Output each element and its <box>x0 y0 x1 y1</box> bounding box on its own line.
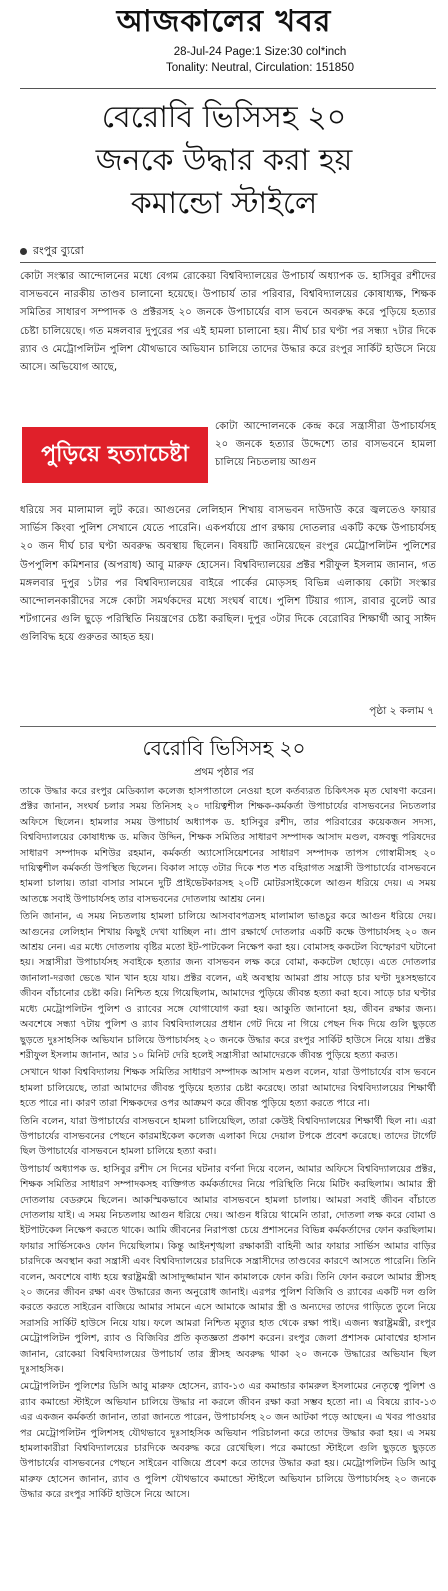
divider <box>20 726 436 727</box>
continued-on: পৃষ্ঠা ২ কলাম ৭ <box>369 705 434 717</box>
article-body-bottom: ধরিয়ে সব মালামাল লুট করে। আগুনের লেলিহান শিখায় বাসভবন দাউদাউ করে জ্বলতেও ফায়ার সার্ভিস কিংবা পুলিশ সেখানে যেতে পারেনি। একপর্যায়ে প্রাণ রক্ষায় দোতলার একটি কক্ষে উপাচার্যসহ ২০ জন দীর্ঘ চার ঘণ্টা অবরুদ্ধ অবস্থায় ছিলেন। বিষয়টি জানিয়েছেন রংপুর মেট্রোপলিটন পুলিশের উপপুলিশ কমিশনার (অপরাধ) আবু মারুফ হোসেন। বিশ্ববিদ্যালয়ের প্রক্টর শরীফুল ইসলাম জানান, গত মঙ্গলবার দুপুর ১টার পর বিশ্ববিদ্যালয়ের বাইরে পার্কের মোড়সহ বিভিন্ন এলাকায় কোটা সংস্কার আন্দোলনকারীদের সঙ্গে কোটা সমর্থকদের মধ্যে সংঘর্ষ বাধে। পুলিশ টিয়ার গ্যাস, রাবার বুলেট আর শটগানের গুলি ছুড়ে পরিস্থিতি নিয়ন্ত্রণের চেষ্টা করছিল। দুপুর ৩টার দিকে বেরোবির শিক্ষার্থী আবু সাঈদ গুলিবিদ্ধ হয়ে গুরুতর আহত হয়। <box>20 505 436 644</box>
pull-quote: পুড়িয়ে হত্যাচেষ্টা <box>22 427 208 483</box>
masthead <box>0 4 448 40</box>
continuation-body <box>20 784 436 1505</box>
headline-line-1: বেরোবি ভিসিসহ ২০ <box>101 100 347 135</box>
continuation-note: প্রথম পৃষ্ঠার পর <box>194 767 254 778</box>
headline <box>4 96 444 225</box>
headline-line-3: কমান্ডো স্টাইলে <box>130 186 318 221</box>
paragraph: তাকে উদ্ধার করে রংপুর মেডিক্যাল কলেজ হাসপাতালে নেওয়া হলে কর্তব্যরত চিকিৎসক মৃত ঘোষণা করেন। প্রক্টর জানান, সংঘর্ষ চলার সময় তিনিসহ ২০ দায়িত্বশীল শিক্ষক-কর্মকর্তা উপাচার্যের বাসভবনের নিচতলার অফিসে ছিলেন। হামলার সময় উপাচার্য অধ্যাপক ড. হাসিবুর রশীদ, তার পরিবারের কয়েকজন সদস্য, বিশ্ববিদ্যালয়ের কোষাধ্যক্ষ ড. মজিব উদ্দিন, শিক্ষক সমিতির সাধারণ সম্পাদক আসাদ মণ্ডল, বঙ্গবন্ধু পরিষদের সাধারণ সম্পাদক মশিউর রহমান, কর্মকর্তা অ্যাসোসিয়েশনের সাধারণ সম্পাদক তাপস গোস্বামীসহ ২০ দায়িত্বশীল কর্মকর্তা উপস্থিত ছিলেন। বিকাল সাড়ে ৩টার দিকে শত শত বহিরাগত সন্ত্রাসী উপাচার্যের বাসভবনে হামলা চালায়। তারা বাসার সামনে দুটি প্রাইভেটকারসহ ২০টি মোটরসাইকেলে আগুন ধরিয়ে দেয়। এ সময় আতঙ্কে সবাই উপাচার্যসহ তার বাসভবনের দোতলায় আশ্রয় নেন। <box>20 786 436 905</box>
paragraph: তিনি জানান, এ সময় নিচতলায় হামলা চালিয়ে আসবাবপত্রসহ মালামাল ভাঙচুর করে আগুন ধরিয়ে দেয়। আগুনের লেলিহান শিখায় কিছুই দেখা যাচ্ছিল না। প্রাণ রক্ষার্থে দোতলার একটি কক্ষে উপাচার্যসহ ২০ জন আশ্রয় নেন। এর মধ্যে দোতলায় বৃষ্টির মতো ইট-পাটকেল নিক্ষেপ করা হয়। বোমাসহ ককটেল বিস্ফোরণ ঘটানো হয়। সন্ত্রাসীরা উপাচার্যসহ সবাইকে হত্যার জন্য বাসভবন লক্ষ করে বোমা, ককটেল ছোড়ে। এতে দোতলার জানালা-দরজা ভেঙে খান খান হয়ে যায়। প্রক্টর বলেন, এই অবস্থায় আমরা প্রায় সাড়ে চার ঘণ্টা দুঃসহভাবে জীবন বাঁচানোর চেষ্টা করি। নিশ্চিত হয়ে গিয়েছিলাম, আমাদের পুড়িয়ে জীবন্ত হত্যা করা হবে। সাড়ে চার ঘণ্টার মধ্যে মেট্রোপলিটন পুলিশ ও র‌্যাবের সঙ্গে যোগাযোগ করা হয়। আকুতি জানানো হয়, জীবন রক্ষার জন্য। অবশেষে সন্ধ্যা ৭টায় পুলিশ ও র‌্যাব বিশ্ববিদ্যালয়ের প্রধান গেট দিয়ে না গিয়ে পেছন দিক দিয়ে গুলি ছুড়তে ছুড়তে দুঃসাহসিক অভিযান চালিয়ে উপাচার্যসহ ২০ জনকে উদ্ধার করে রংপুর সার্কিট হাউসে নিয়ে যায়। প্রক্টর শরীফুল ইসলাম জানান, আর ১০ মিনিট দেরি হলেই সন্ত্রাসীরা আমাদেরকে জীবন্ত পুড়িয়ে হত্যা করত। <box>20 911 436 1061</box>
article-body-top: কোটা সংস্কার আন্দোলনের মধ্যে বেগম রোকেয়া বিশ্ববিদ্যালয়ের উপাচার্য অধ্যাপক ড. হাসিবুর রশীদের বাসভবনে নারকীয় তাণ্ডব চালানো হয়েছে। উপাচার্য তার পরিবার, বিশ্ববিদ্যালয়ের কোষাধ্যক্ষ, শিক্ষক সমিতির সাধারণ সম্পাদক ও প্রক্টরসহ ২০ জনকে উপাচার্যের বাস ভবনে অবরুদ্ধ করে পুড়িয়ে হত্যার চেষ্টা চালিয়েছে। গত মঙ্গলবার দুপুরের পর এই হামলা চালানো হয়। নীর্ঘ চার ঘণ্টা পর সন্ধ্যা ৭টার দিকে র‌্যাব ও মেট্রোপলিটন পুলিশ যৌথভাবে অভিযান চালিয়ে তাদের উদ্ধার করে রংপুর সার্কিট হাউসে নিয়ে আসে। অভিযোগ আছে, <box>20 271 436 374</box>
paragraph: উপাচার্য অধ্যাপক ড. হাসিবুর রশীদ সে দিনের ঘটনার বর্ণনা দিয়ে বলেন, আমার অফিসে বিশ্ববিদ্যালয়ের প্রক্টর, শিক্ষক সমিতির সাধারণ সম্পাদকসহ ব্যক্তিগত কর্মকর্তাদের নিয়ে পরিস্থিতি নিয়ে মিটিং করছিলাম। আমার স্ত্রী দোতলায় বেডরুমে ছিলেন। আকস্মিকভাবে আমার বাসভবনে হামলা চালায়। আমরা সবাই জীবন বাঁচাতে দোতলায় যাই। এ সময় নিচতলায় আগুন ধরিয়ে দেয়। আগুন ধরিয়ে থামেনি তারা, দোতলা লক্ষ করে বোমা ও ইটপাটকেল নিক্ষেপ করতে থাকে। আমি জীবনের নিরাপত্তা চেয়ে প্রশাসনের বিভিন্ন কর্মকর্তাদের ফোন করছিলাম। ফায়ার সার্ভিসকেও ফোন দিয়েছিলাম। কিন্তু আইনশৃঙ্খলা রক্ষাকারী বাহিনী আর ফায়ার সার্ভিস আমার বাড়ির চারদিকে অবস্থান করা সন্ত্রাসী এবং বিশ্ববিদ্যালয়ের চারদিকে সন্ত্রাসীদের তাণ্ডবের কারণে আসতে পারেনি। তিনি বলেন, অবশেষে বাধ্য হয়ে স্বরাষ্ট্রমন্ত্রী আসাদুজ্জামান খান কামালকে ফোন করি। তিনি ফোন করলে আমার স্ত্রীসহ ২০ জনের জীবন রক্ষা এবং উদ্ধারের জন্য অনুরোধ জানাই। এরপর পুলিশ বিজিবি ও র‌্যাবের একটি দল গুলি করতে করতে সাইরেন বাজিয়ে আমার সামনে এসে আমাকে আমার স্ত্রী ও অন্যদের তাদের গাড়িতে তুলে নিয়ে সরাসরি সার্কিট হাউসে নিয়ে যায়। ফলে আমরা নিশ্চিত মৃত্যুর হাত থেকে রক্ষা পাই। এজন্য স্বরাষ্ট্রমন্ত্রী, রংপুর মেট্রোপলিটন পুলিশ, র‌্যাব ও বিজিবির প্রতি কৃতজ্ঞতা প্রকাশ করেন। রংপুর জেলা প্রশাসক মোবাশ্বের হাসান জানান, রোকেয়া বিশ্ববিদ্যালয়ের উপাচার্য তার স্ত্রীসহ অবরুদ্ধ থাকা ২০ জনকে উদ্ধারের অভিযান ছিল দুঃসাহসিক। <box>20 1163 436 1376</box>
headline-line-2: জনকে উদ্ধার করা হয় <box>95 143 353 178</box>
divider <box>20 88 436 89</box>
clipping-meta-line1: 28-Jul-24 Page:1 Size:30 col*inch <box>173 46 347 58</box>
byline-text: রংপুর ব্যুরো <box>33 244 84 257</box>
paragraph: সেখানে থাকা বিশ্ববিদ্যালয় শিক্ষক সমিতির সাধারণ সম্পাদক আসাদ মণ্ডল বলেন, যারা উপাচার্যের বাস ভবনে হামলা চালিয়েছে, তারা আমাদের জীবন্ত পুড়িয়ে হত্যার চেষ্টা করেছে। তারা আমাদের বিশ্ববিদ্যালয়ের শিক্ষার্থী হতে পারে না। কারণ তারা শিক্ষকদের ওপর আক্রমণ করে জীবন্ত পুড়িয়ে হত্যা করতে পারে না। <box>20 1067 436 1110</box>
continuation-heading: বেরোবি ভিসিসহ ২০ <box>142 736 306 760</box>
divider <box>20 262 436 263</box>
paragraph: মেট্রোপলিটন পুলিশের ডিসি আবু মারুফ হোসেন, র‌্যাব-১৩ এর কমান্ডার কামরুল ইসলামের নেতৃত্বে পুলিশ ও র‌্যাব কমান্ডো স্টাইলে অভিযান চালিয়ে উদ্ধার না করলে জীবন রক্ষা করা সম্ভব হতো না। এ বিষয়ে র‌্যাব-১৩ এর একজন কর্মকর্তা জানান, তারা জানতে পারেন, উপাচার্যসহ ২০ জন আটকা পড়ে আছেন। এ খবর পাওয়ার পর মেট্রোপলিটন পুলিশসহ যৌথভাবে দুঃসাহসিক অভিযান পরিচালনা করে তাদের উদ্ধার করা হয়। এ সময় হামলাকারীরা বিশ্ববিদ্যালয়ের চারদিকে অবরুদ্ধ করে রেখেছিল। পরে কমান্ডো স্টাইলে গুলি ছুড়তে ছুড়তে উপাচার্যের বাসভবনের পেছনে সাইরেন বাজিয়ে প্রবেশ করে তাদের উদ্ধার করা হয়। মেট্রোপলিটন ডিসি আবু মারুফ হোসেন জানান, র‌্যাব ও পুলিশ যৌথভাবে কমান্ডো স্টাইলে অভিযান চালিয়ে উপাচার্যসহ ২০ জনকে উদ্ধার করে রংপুর সার্কিট হাউসে নিয়ে আসে। <box>20 1381 436 1501</box>
clipping-meta-line2: Tonality: Neutral, Circulation: 151850 <box>166 62 354 74</box>
article-body-beside-quote: কোটা আন্দোলনকে কেন্দ্র করে সন্ত্রাসীরা উপাচার্যসহ ২০ জনকে হত্যার উদ্দেশ্যে তার বাসভবনে হামলা চালিয়ে নিচতলায় আগুন <box>215 421 436 469</box>
newspaper-logo: আজকালের খবর <box>116 4 332 39</box>
byline <box>20 242 84 261</box>
bullet-icon <box>20 248 27 255</box>
paragraph: তিনি বলেন, যারা উপাচার্যের বাসভবনে হামলা চালিয়েছিল, তারা কেউই বিশ্ববিদ্যালয়ের শিক্ষার্থী ছিল না। এরা উপাচার্যের বাসভবনের পেছনে কারমাইকেল কলেজ এলাকা দিয়ে দেয়াল টপকে প্রবেশ করেছে। তাদের টার্গেট ছিল উপাচার্যের বাসভবনে হামলা চালিয়ে হত্যা করা। <box>20 1115 436 1158</box>
